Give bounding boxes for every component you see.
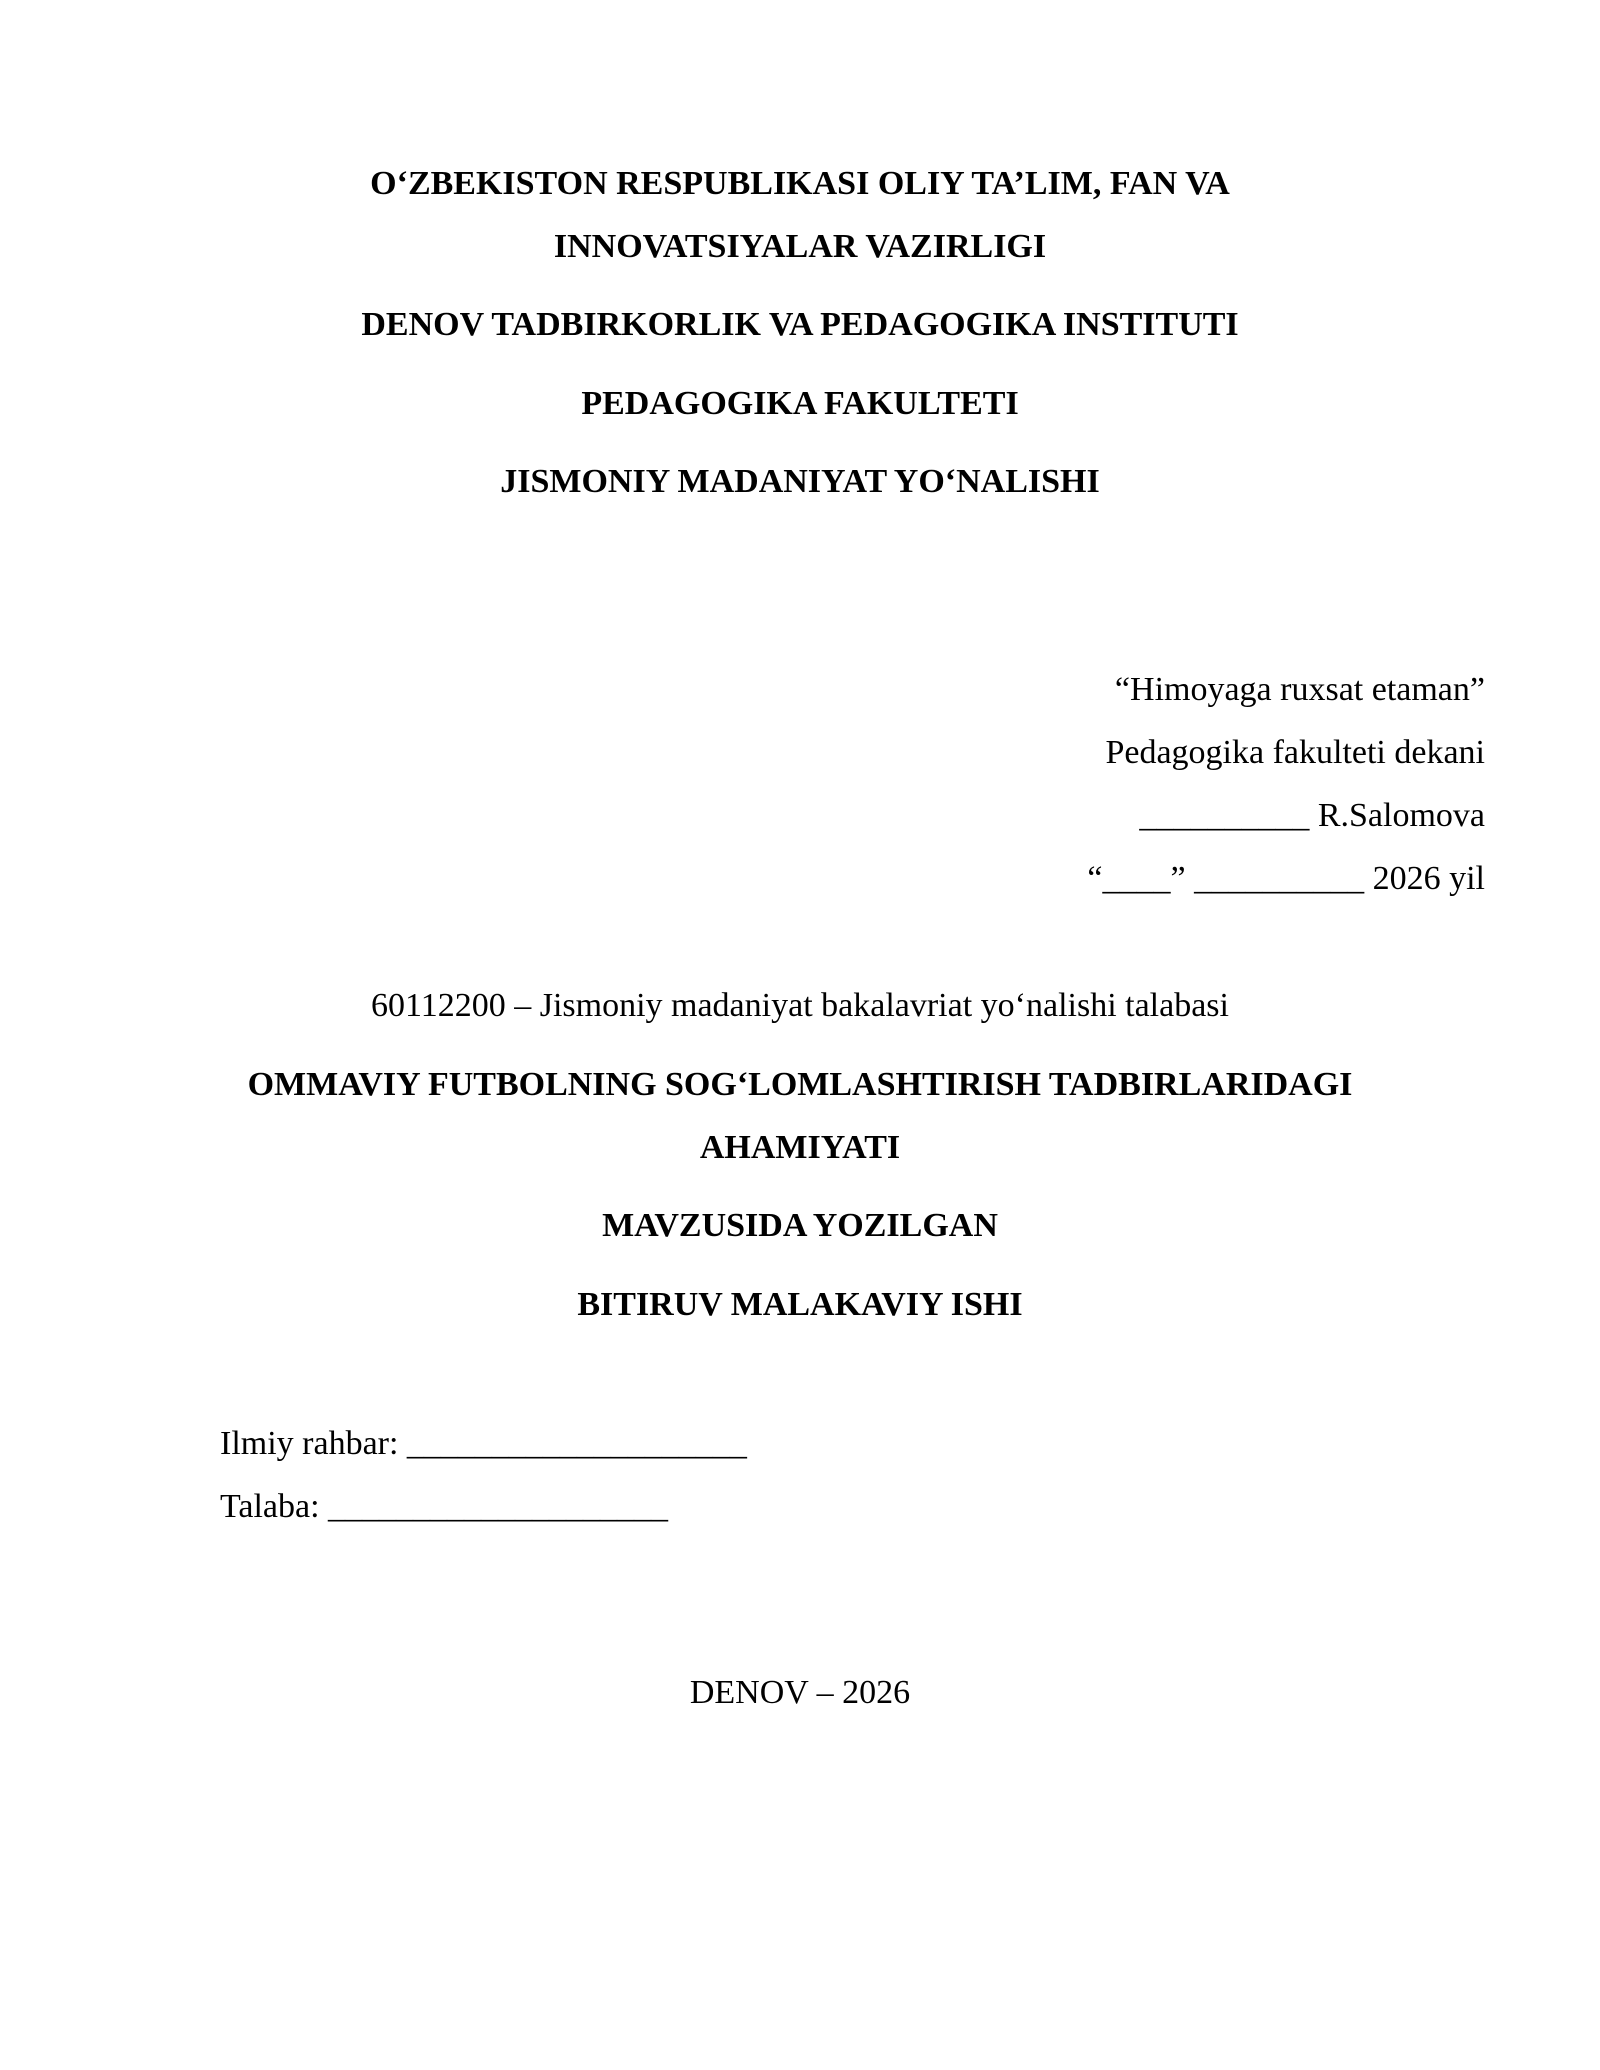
thesis-title-line-2: AHAMIYATI — [699, 1129, 901, 1166]
direction-name: JISMONIY MADANIYAT YO‘NALISHI — [500, 463, 1100, 500]
ministry-line-2: INNOVATSIYALAR VAZIRLIGI — [553, 228, 1047, 265]
ministry-line-1: O‘ZBEKISTON RESPUBLIKASI OLIY TA’LIM, FAN VA — [370, 165, 1230, 202]
faculty-name: PEDAGOGIKA FAKULTETI — [581, 385, 1019, 422]
thesis-title-line-4: BITIRUV MALAKAVIY ISHI — [577, 1286, 1023, 1323]
supervisor-signature-line: Ilmiy rahbar: ____________________ — [220, 1425, 747, 1462]
student-line: 60112200 – Jismoniy madaniyat bakalavriat yo‘nalishi talabasi — [370, 987, 1229, 1024]
place-year: DENOV – 2026 — [689, 1674, 911, 1711]
institute-name: DENOV TADBIRKORLIK VA PEDAGOGIKA INSTITUTI — [361, 306, 1239, 343]
approval-signature: __________ R.Salomova — [1139, 797, 1485, 834]
thesis-title-line-3: MAVZUSIDA YOZILGAN — [602, 1207, 998, 1244]
approval-date: “____” __________ 2026 yil — [1087, 860, 1485, 897]
approval-position: Pedagogika fakulteti dekani — [1105, 734, 1485, 771]
student-signature-line: Talaba: ____________________ — [220, 1488, 669, 1525]
thesis-title-line-1: OMMAVIY FUTBOLNING SOG‘LOMLASHTIRISH TADBIRLARIDAGI — [247, 1066, 1353, 1103]
approval-quote: “Himoyaga ruxsat etaman” — [1114, 671, 1485, 708]
